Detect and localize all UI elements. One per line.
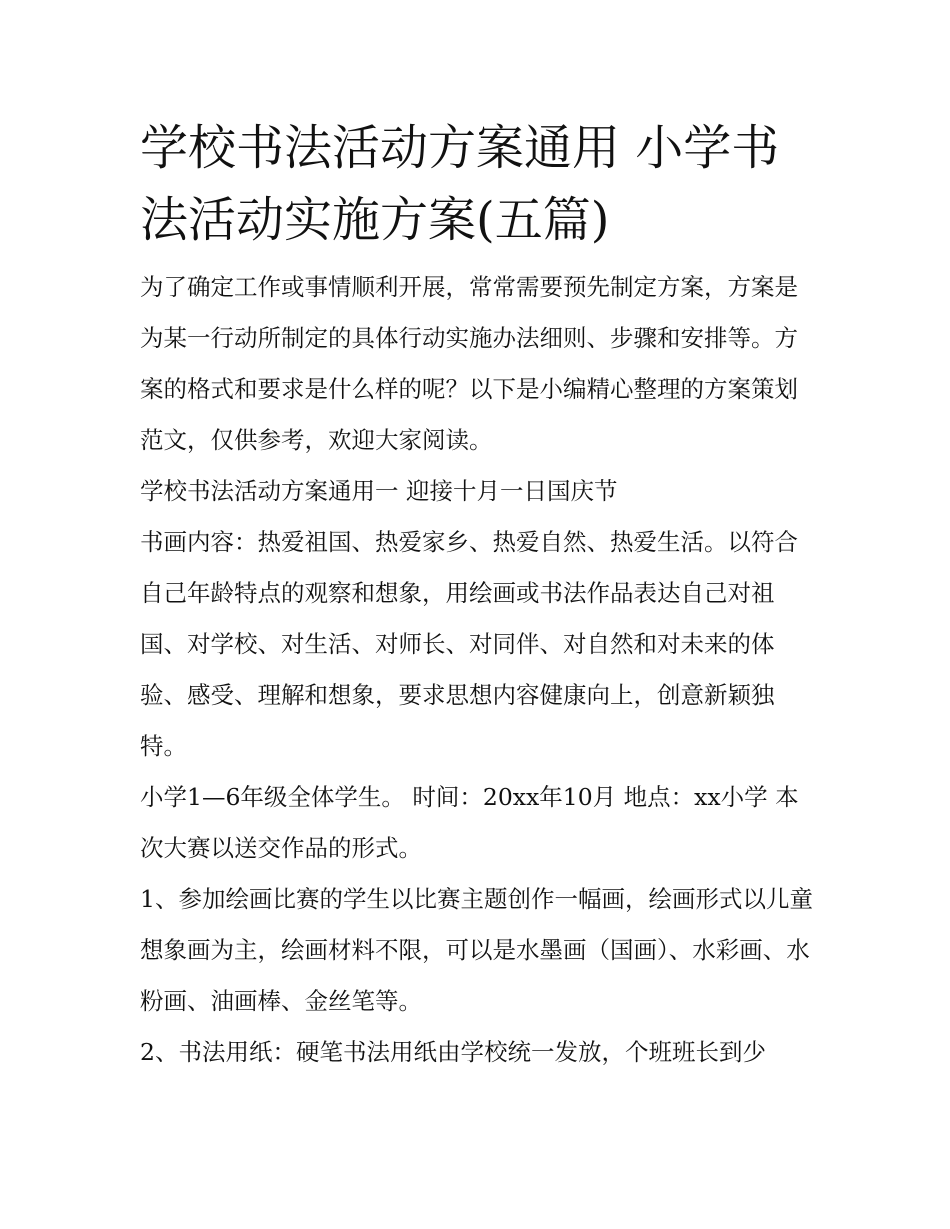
intro-paragraph: 为了确定工作或事情顺利开展，常常需要预先制定方案，方案是为某一行动所制定的具体行动实施办法细则、步骤和安排等。方案的格式和要求是什么样的呢？以下是小编精心整理的方案策划范文，仅供参考，欢迎大家阅读。 (140, 273, 798, 454)
document-title: 学校书法活动方案通用 小学书法活动实施方案(五篇) (140, 120, 780, 248)
document-body (140, 112, 820, 1078)
participants-time-location-paragraph: 小学1—6年级全体学生。 时间：20xx年10月 地点：xx小学 本次大赛以送交作品的形式。 (140, 783, 799, 862)
section-heading: 学校书法活动方案通用一 迎接十月一日国庆节 (140, 477, 618, 505)
content-paragraph: 书画内容：热爱祖国、热爱家乡、热爱自然、热爱生活。以符合自己年龄特点的观察和想象，用绘画或书法作品表达自己对祖国、对学校、对生活、对师长、对同伴、对自然和对未来的体验、感受、理解和想象，要求思想内容健康向上，创意新颖独特。 (140, 528, 798, 760)
rule-item-1: 1、参加绘画比赛的学生以比赛主题创作一幅画，绘画形式以儿童想象画为主，绘画材料不限，可以是水墨画（国画）、水彩画、水粉画、油画棒、金丝笔等。 (140, 885, 813, 1015)
rule-item-2: 2、书法用纸：硬笔书法用纸由学校统一发放，个班班长到少 (140, 1038, 766, 1066)
